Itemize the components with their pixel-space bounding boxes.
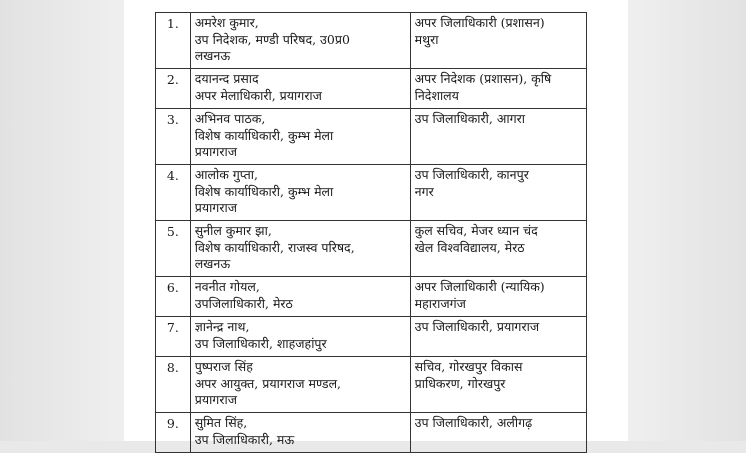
table-body [156,13,587,453]
current-post: उप निदेशक, मण्डी परिषद, उ0प्र0 [194,31,350,47]
table-row [156,221,587,277]
officer-name: नवनीत गोयल, [194,279,260,294]
officer-name: दयानन्द प्रसाद [194,71,259,86]
officer-name: अमरेश कुमार, [194,15,259,30]
serial-number: 6. [156,277,191,317]
new-post: अपर जिलाधिकारी (न्यायिक) [414,279,545,294]
officer-name: अभिनव पाठक, [194,111,266,126]
new-post: सचिव, गोरखपुर विकास [414,359,523,374]
table-row [156,165,587,221]
new-post-cell [410,165,586,221]
new-post-cell [410,357,586,413]
new-post-cell [410,317,586,357]
new-post-cell [410,13,586,69]
current-location: प्रयागराज [194,144,237,159]
new-post: उप जिलाधिकारी, प्रयागराज [414,319,540,334]
serial-number: 4. [156,165,191,221]
officer-name-cell [190,221,410,277]
current-location: प्रयागराज [194,200,237,215]
table-row [156,317,587,357]
new-post-cell [410,221,586,277]
new-post-cell [410,109,586,165]
new-post-cell [410,413,586,453]
current-location: लखनऊ [194,48,231,63]
current-location: लखनऊ [194,256,231,271]
new-post: उप जिलाधिकारी, आगरा [414,111,525,126]
officer-name: ज्ञानेन्द्र नाथ, [194,319,250,334]
current-post: उप जिलाधिकारी, शाहजहांपुर [194,335,327,351]
new-post-location: खेल विश्वविद्यालय, मेरठ [414,239,525,255]
table-row [156,109,587,165]
officer-name-cell [190,277,410,317]
serial-number: 1. [156,13,191,69]
new-post-location: मथुरा [414,31,439,47]
officer-name: सुमित सिंह, [194,415,248,430]
serial-number: 5. [156,221,191,277]
transfer-table [155,12,587,453]
table-row [156,357,587,413]
serial-number: 7. [156,317,191,357]
serial-number: 3. [156,109,191,165]
left-background [0,0,124,441]
current-post: अपर आयुक्त, प्रयागराज मण्डल, [194,375,342,391]
new-post-location: प्राधिकरण, गोरखपुर [414,375,506,391]
current-post: विशेष कार्याधिकारी, कुम्भ मेला [194,183,334,199]
new-post-cell [410,69,586,109]
officer-name: सुनील कुमार झा, [194,223,272,238]
officer-name-cell [190,109,410,165]
table-row [156,69,587,109]
current-post: विशेष कार्याधिकारी, राजस्व परिषद, [194,239,355,255]
new-post: अपर निदेशक (प्रशासन), कृषि [414,71,552,86]
new-post-location: निदेशालय [414,87,459,103]
serial-number: 8. [156,357,191,413]
table-row [156,277,587,317]
officer-name-cell [190,357,410,413]
current-post: अपर मेलाधिकारी, प्रयागराज [194,87,322,103]
current-post: उप जिलाधिकारी, मऊ [194,431,295,447]
new-post: कुल सचिव, मेजर ध्यान चंद [414,223,538,238]
new-post: अपर जिलाधिकारी (प्रशासन) [414,15,545,30]
table-row [156,13,587,69]
current-location: प्रयागराज [194,392,237,407]
new-post-location: महाराजगंज [414,295,466,311]
officer-name-cell [190,413,410,453]
current-post: विशेष कार्याधिकारी, कुम्भ मेला [194,127,334,143]
right-background [628,0,746,441]
new-post-location: नगर [414,183,434,199]
new-post: उप जिलाधिकारी, अलीगढ़ [414,415,533,430]
officer-name-cell [190,317,410,357]
document-page [124,0,628,447]
serial-number: 2. [156,69,191,109]
serial-number: 9. [156,413,191,453]
officer-name-cell [190,69,410,109]
officer-name-cell [190,165,410,221]
officer-name: पुष्पराज सिंह [194,359,253,374]
officer-name-cell [190,13,410,69]
current-post: उपजिलाधिकारी, मेरठ [194,295,293,311]
new-post: उप जिलाधिकारी, कानपुर [414,167,529,182]
new-post-cell [410,277,586,317]
table-row [156,413,587,453]
officer-name: आलोक गुप्ता, [194,167,258,182]
